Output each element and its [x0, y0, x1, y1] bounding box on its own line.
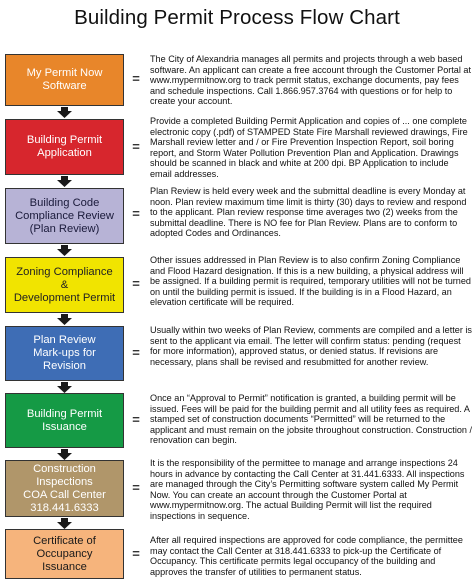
- step-description: Once an “Approval to Permit” notification is granted, a building permit will be issued. Fees will be paid for the building permit and all utility fees as required. A stamped set of construction documents “Permitted” will be returned to the applicant and must remain on the jobsite throughout construction. Construction / renovation can begin.: [150, 393, 473, 446]
- down-arrow-icon: [57, 382, 72, 393]
- down-arrow-icon: [57, 107, 72, 118]
- down-arrow-icon: [57, 245, 72, 256]
- step-box-construction-inspections: Construction Inspections COA Call Center 318.441.6333: [5, 460, 124, 517]
- page-title: Building Permit Process Flow Chart: [74, 6, 400, 29]
- equals-sign: =: [132, 139, 140, 154]
- step-description: After all required inspections are approved for code compliance, the permittee may contact the Call Center at 318.441.6333 to pick-up the Certificate of Occupancy. This certificate permits legal occupancy of the building and approves the transfer of utilities to permanent status.: [150, 535, 463, 577]
- equals-sign: =: [132, 480, 140, 495]
- step-box-code-compliance-review: Building Code Compliance Review (Plan Review): [5, 188, 124, 244]
- step-description: Other issues addressed in Plan Review is to also confirm Zoning Compliance and Flood Hazard designation. If this is a new building, a physical address will be assigned. If a building permit is required, temporary utilities will not be turned on until the building permit is issued. If the building is in a Flood Hazard, an elevation certificate will be required.: [150, 255, 471, 308]
- step-box-my-permit-now: My Permit Now Software: [5, 54, 124, 106]
- down-arrow-icon: [57, 314, 72, 325]
- step-description: Usually within two weeks of Plan Review, comments are compiled and a letter is sent to the applicant via email. The letter will confirm status: pending (request for more information), approved status, or denied status. If revisions are necessary, plans shall be revised and resubmitted for another review.: [150, 325, 472, 367]
- step-description: It is the responsibility of the permittee to manage and arrange inspections 24 hours in advance by contacting the Call Center at 31.441.6333. All inspections are managed through the City’s Permitting software system called My Permit Now. You can create an account through the Customer Portal at www.mypermitnow.org. The actual Building Permit will list the required inspections in sequence.: [150, 458, 465, 521]
- equals-sign: =: [132, 412, 140, 427]
- down-arrow-icon: [57, 449, 72, 460]
- step-box-building-permit-application: Building Permit Application: [5, 119, 124, 175]
- step-description: Provide a completed Building Permit Application and copies of ... one complete electronic copy (.pdf) of STAMPED State Fire Marshall reviewed drawings, Fire Marshall review letter and / or Fire Prevention Inspection Report, soil boring report, and Storm Water Pollution Prevention Plan and Application. Drawings should be scanned in black and white at 200 dpi. BP Application to include email addresses.: [150, 116, 468, 179]
- step-description: Plan Review is held every week and the submittal deadline is every Monday at noon. Plan review maximum time limit is thirty (30) days to review and respond to the applicant. Plan review response time averages two (2) weeks from the submittal deadline. There is NO fee for Plan Review. Plans are to conform to adopted Codes and Ordinances.: [150, 186, 467, 239]
- down-arrow-icon: [57, 176, 72, 187]
- equals-sign: =: [132, 546, 140, 561]
- down-arrow-icon: [57, 518, 72, 529]
- equals-sign: =: [132, 71, 140, 86]
- equals-sign: =: [132, 276, 140, 291]
- step-box-building-permit-issuance: Building Permit Issuance: [5, 393, 124, 448]
- equals-sign: =: [132, 345, 140, 360]
- step-box-zoning-compliance: Zoning Compliance & Development Permit: [5, 257, 124, 313]
- step-box-plan-review-markups: Plan Review Mark-ups for Revision: [5, 326, 124, 381]
- step-description: The City of Alexandria manages all permits and projects through a web based software. An applicant can create a free account through the Customer Portal at www.mypermitnow.org to track permit status, exchange documents, pay fees and schedule inspections. Call 1.866.957.3764 with questions or for help to create your account.: [150, 54, 471, 107]
- equals-sign: =: [132, 206, 140, 221]
- step-box-certificate-of-occupancy: Certificate of Occupancy Issuance: [5, 529, 124, 579]
